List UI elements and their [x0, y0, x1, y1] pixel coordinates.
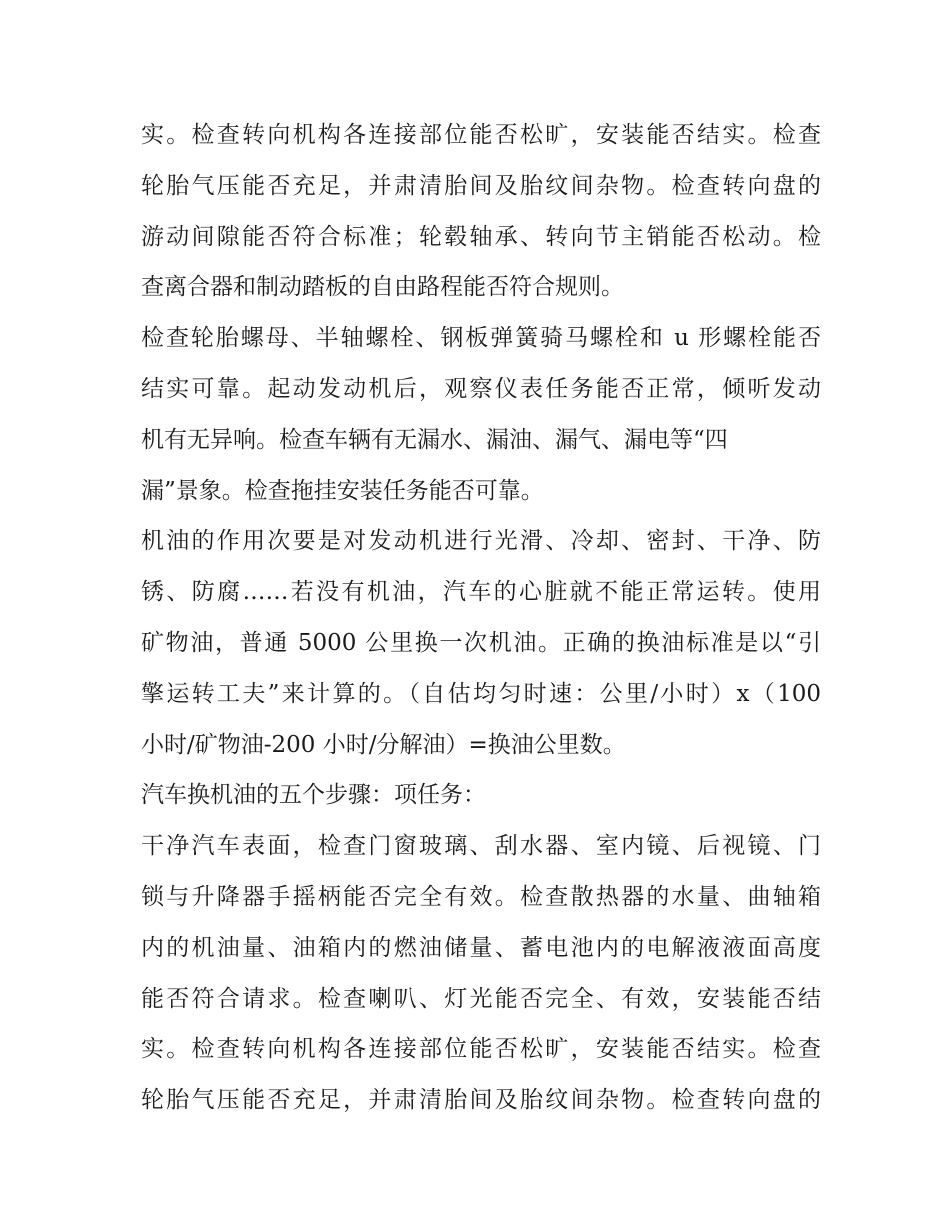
text-line: 内的机油量、油箱内的燃油储量、蓄电池内的电解液液面高度 [141, 934, 821, 961]
text-line: 机有无异响。检查车辆有无漏水、漏油、漏气、漏电等“四 [141, 426, 728, 453]
text-line: 能否符合请求。检查喇叭、灯光能否完全、有效，安装能否结 [141, 985, 821, 1012]
text-line: 轮胎气压能否充足，并肃清胎间及胎纹间杂物。检查转向盘的 [141, 172, 821, 199]
text-line: 机油的作用次要是对发动机进行光滑、冷却、密封、干净、防 [141, 528, 821, 555]
text-line: 漏”景象。检查拖挂安装任务能否可靠。 [141, 477, 544, 504]
text-line: 实。检查转向机构各连接部位能否松旷，安装能否结实。检查 [141, 1036, 821, 1063]
text-line: 轮胎气压能否充足，并肃清胎间及胎纹间杂物。检查转向盘的 [141, 1087, 821, 1114]
text-line: 游动间隙能否符合标准；轮毂轴承、转向节主销能否松动。检 [141, 223, 821, 250]
body-text [141, 110, 821, 1126]
text-line: 矿物油，普通 5000 公里换一次机油。正确的换油标准是以“引 [141, 629, 821, 656]
text-line: 检查轮胎螺母、半轴螺栓、钢板弹簧骑马螺栓和 u 形螺栓能否 [141, 325, 821, 352]
text-line: 实。检查转向机构各连接部位能否松旷，安装能否结实。检查 [141, 122, 821, 148]
text-line: 擎运转工夫”来计算的。（自估均匀时速：公里/小时）x（100 [141, 680, 821, 707]
text-line: 锈、防腐……若没有机油，汽车的心脏就不能正常运转。使用 [141, 579, 821, 606]
text-line: 干净汽车表面，检查门窗玻璃、刮水器、室内镜、后视镜、门 [141, 833, 821, 860]
text-line: 汽车换机油的五个步骤：项任务： [141, 782, 486, 809]
text-line: 小时/矿物油-200 小时/分解油）=换油公里数。 [141, 731, 626, 758]
text-line: 锁与升降器手摇柄能否完全有效。检查散热器的水量、曲轴箱 [141, 883, 821, 910]
text-line: 查离合器和制动踏板的自由路程能否符合规则。 [141, 274, 624, 301]
text-line: 结实可靠。起动发动机后，观察仪表任务能否正常，倾听发动 [141, 375, 821, 402]
